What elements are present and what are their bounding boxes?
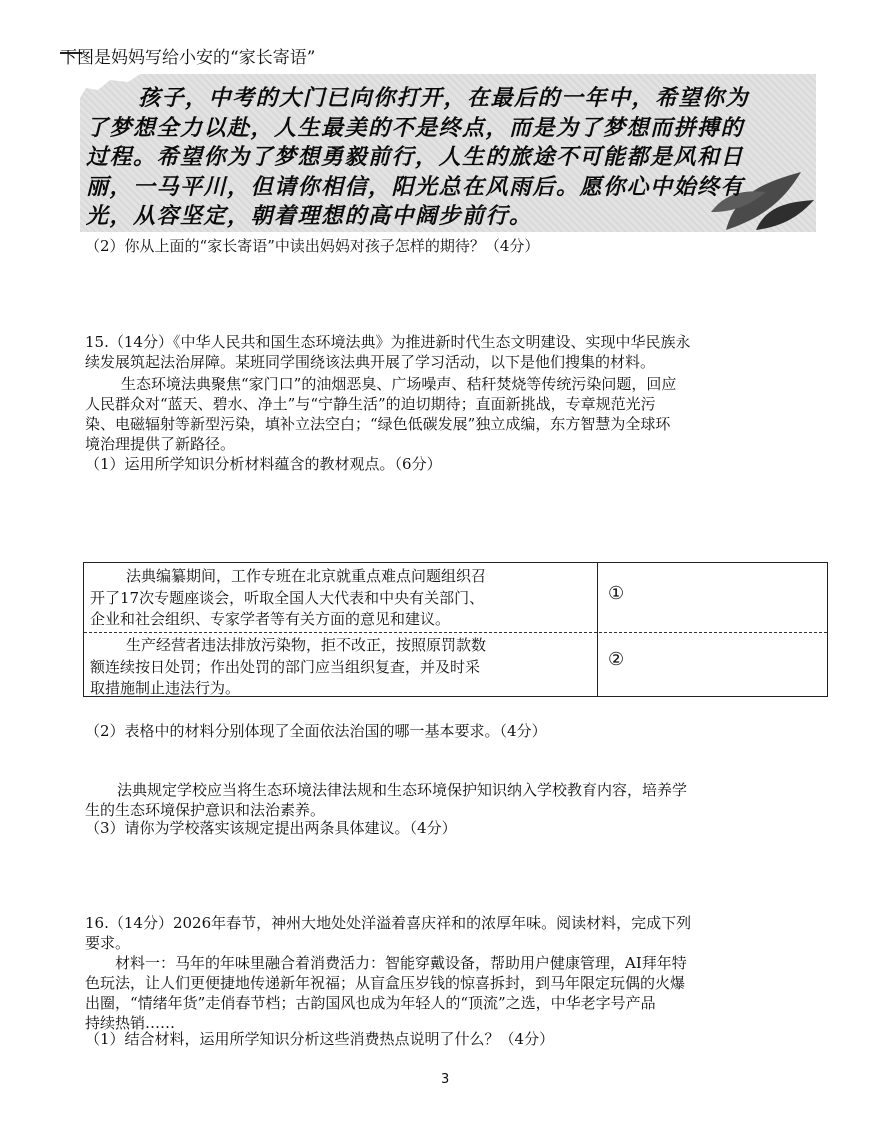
question-15-1: （1）运用所学知识分析材料蕴含的教材观点。（6分） [85, 455, 442, 473]
table-line: 生产经营者违法排放污染物，拒不改正，按照原罚款数 [126, 636, 487, 654]
question-16-title-cont: 要求。 [85, 934, 131, 952]
material-line: 出圈，“情绪年货”走俏春节档；古韵国风也成为年轻人的“顶流”之选，中华老字号产品 [85, 994, 656, 1012]
question-16-title: 16.（14分）2026年春节，神州大地处处洋溢着喜庆祥和的浓厚年味。阅读材料，完成下列 [85, 914, 692, 932]
letter-intro: 下图是妈妈写给小安的“家长寄语” [60, 48, 316, 68]
question-14-2: （2）你从上面的“家长寄语”中读出妈妈对孩子怎样的期待？（4分） [85, 237, 540, 255]
letter-text [86, 84, 798, 232]
material-line: 材料一：马年的年味里融合着消费活力：智能穿戴设备，帮助用户健康管理，AI拜年特 [115, 954, 687, 972]
material-line: 染、电磁辐射等新型污染，填补立法空白；“绿色低碳发展”独立成编，东方智慧为全球环 [85, 415, 671, 433]
material2-line: 生的生态环境保护意识和法治素养。 [85, 801, 326, 819]
material-table [83, 562, 828, 697]
material-line: 境治理提供了新路径。 [85, 435, 236, 453]
table-column-divider [597, 563, 598, 696]
table-line: 开了17次专题座谈会，听取全国人大代表和中央有关部门、 [90, 588, 485, 607]
question-15-2: （2）表格中的材料分别体现了全面依法治国的哪一基本要求。（4分） [85, 722, 547, 740]
table-line: 取措施制止违法行为。 [90, 679, 241, 697]
question-15-3: （3）请你为学校落实该规定提出两条具体建议。（4分） [85, 819, 457, 837]
table-line: 法典编纂期间，工作专班在北京就重点难点问题组织召 [126, 567, 487, 585]
question-15-title: 15.（14分）《中华人民共和国生态环境法典》为推进新时代生态文明建设、实现中华民族永 [85, 333, 691, 351]
table-line: 企业和社会组织、专家学者等有关方面的意见和建议。 [90, 610, 451, 628]
material2-line: 法典规定学校应当将生态环境法律法规和生态环境保护知识纳入学校教育内容，培养学 [117, 781, 688, 799]
answer-mark-1: ① [608, 583, 625, 604]
question-15-title-cont: 续发展筑起法治屏障。某班同学围绕该法典开展了学习活动，以下是他们搜集的材料。 [85, 353, 656, 371]
material-line: 持续热销…… [85, 1014, 176, 1032]
answer-mark-2: ② [608, 649, 625, 670]
letter-line: 丽，一马平川，但请你相信，阳光总在风雨后。愿你心中始终有 [86, 173, 745, 200]
table-cell-row1 [90, 566, 486, 631]
page-number: 3 [441, 1072, 450, 1087]
letter-line: 了梦想全力以赴，人生最美的不是终点，而是为了梦想而拼搏的 [86, 114, 745, 141]
table-line: 额连续按日处罚；作出处罚的部门应当组织复查，并及时采 [90, 657, 481, 676]
table-row-divider [84, 632, 827, 633]
material-line: 人民群众对“蓝天、碧水、净土”与“宁静生活”的迫切期待；直面新挑战，专章规范光污 [85, 395, 656, 413]
table-cell-row2 [90, 635, 486, 700]
material-line: 生态环境法典聚焦“家门口”的油烟恶臭、广场噪声、秸秆焚烧等传统污染问题，回应 [121, 375, 677, 393]
material-line: 色玩法，让人们更便捷地传递新年祝福；从盲盒压岁钱的惊喜拆封，到马年限定玩偶的火爆 [85, 974, 686, 992]
letter-line: 过程。希望你为了梦想勇毅前行，人生的旅途不可能都是风和日 [86, 144, 745, 170]
parent-letter-image [80, 74, 816, 232]
letter-line: 光，从容坚定，朝着理想的高中阔步前行。 [86, 203, 533, 229]
question-16-1: （1）结合材料，运用所学知识分析这些消费热点说明了什么？（4分） [85, 1030, 555, 1048]
letter-line: 孩子，中考的大门已向你打开，在最后的一年中，希望你为 [138, 85, 750, 111]
